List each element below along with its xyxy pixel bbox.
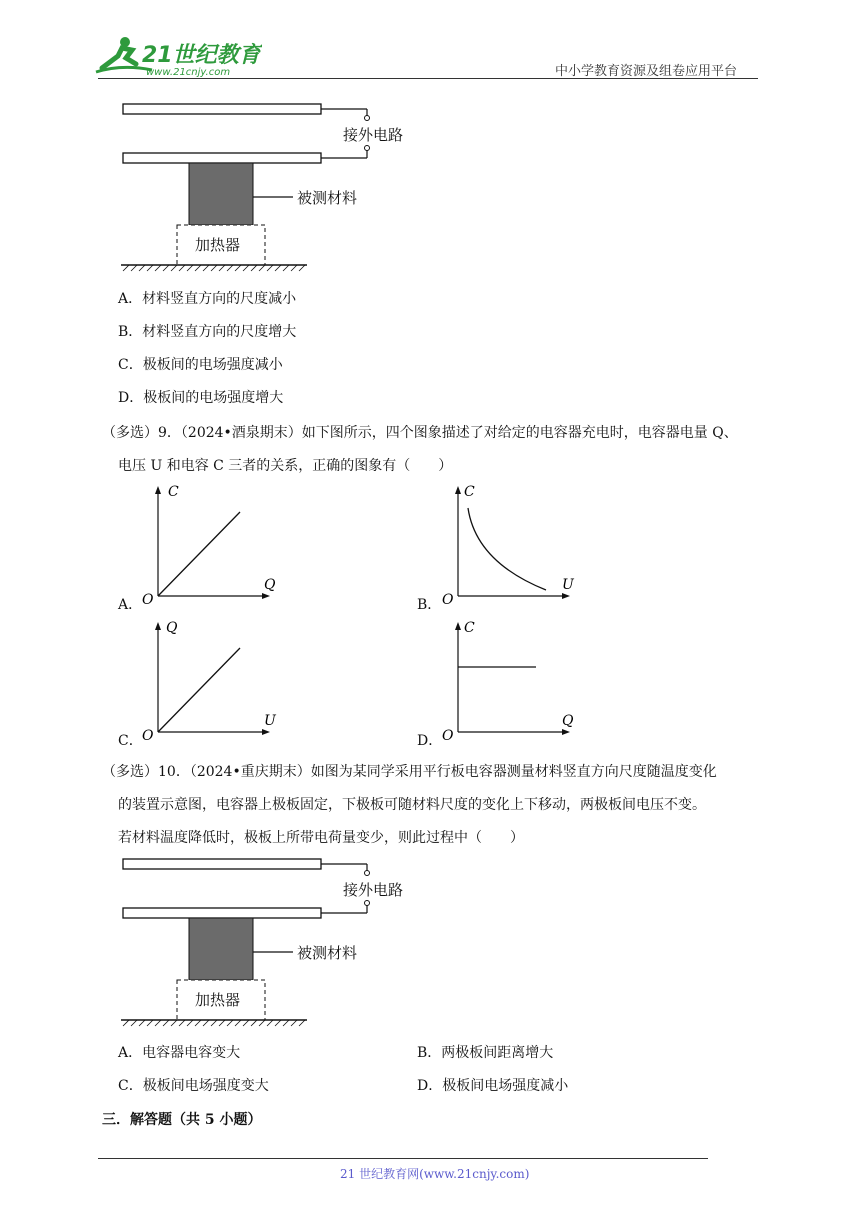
option-text: 两极板间距离增大 xyxy=(441,1045,554,1061)
option-text: 极板间的电场强度增大 xyxy=(143,390,284,406)
q10-option-a xyxy=(118,1042,240,1062)
option-text: 极板间的电场强度减小 xyxy=(142,357,283,373)
footer-text: 21 世纪教育网(www.21cnjy.com) xyxy=(340,1167,530,1181)
site-logo xyxy=(92,34,262,82)
option-text: 材料竖直方向的尺度减小 xyxy=(142,291,297,307)
graph-b-y-label: C xyxy=(464,484,475,500)
graph-a-x-label: Q xyxy=(264,577,276,593)
logo-sub: www.21cnjy.com xyxy=(146,67,231,78)
option-letter: A． xyxy=(118,291,143,307)
graph-d-y-label: C xyxy=(464,620,475,636)
q10-line-2: 的装置示意图，电容器上极板固定，下极板可随材料尺度的变化上下移动，两极板间电压不变。 xyxy=(118,797,706,813)
option-letter: A． xyxy=(118,1045,143,1061)
label-heater: 加热器 xyxy=(195,991,241,1009)
graph-a-letter: A． xyxy=(118,597,143,613)
header-divider xyxy=(98,78,758,79)
option-letter: C． xyxy=(118,1078,143,1094)
q9-line-2: 电压 U 和电容 C 三者的关系，正确的图象有（ ） xyxy=(118,458,453,474)
option-text: 材料竖直方向的尺度增大 xyxy=(142,324,297,340)
graph-c-letter: C． xyxy=(118,733,143,749)
q10-line-1: （多选）10．（2024•重庆期末）如图为某同学采用平行板电容器测量材料竖直方向尺度随温度变化 xyxy=(102,764,717,780)
q10-line-3: 若材料温度降低时，极板上所带电荷量变少，则此过程中（ ） xyxy=(118,830,524,846)
section-title: 三．解答题（共 5 小题） xyxy=(102,1112,262,1128)
option-text: 极板间电场强度变大 xyxy=(142,1078,269,1094)
graph-a-y-label: C xyxy=(168,484,179,500)
option-letter: B． xyxy=(417,1045,442,1061)
option-letter: B． xyxy=(118,324,143,340)
q8-option-a xyxy=(118,288,296,308)
option-letter: D． xyxy=(417,1078,443,1094)
graph-a-origin: O xyxy=(142,592,154,608)
graph-b-origin: O xyxy=(442,592,454,608)
q8-option-d xyxy=(118,387,283,407)
option-text: 极板间电场强度减小 xyxy=(442,1078,569,1094)
graph-b-x-label: U xyxy=(562,577,574,593)
q10-option-c xyxy=(118,1075,269,1095)
capacitor-diagram-top xyxy=(115,100,425,275)
graph-c-x-label: U xyxy=(264,713,276,729)
label-material: 被测材料 xyxy=(297,189,358,207)
graph-d xyxy=(440,614,590,744)
label-external-circuit: 接外电路 xyxy=(343,126,404,144)
label-heater: 加热器 xyxy=(195,236,241,254)
q10-option-b xyxy=(417,1042,553,1062)
footer-divider xyxy=(98,1158,708,1159)
graph-c xyxy=(140,614,290,744)
graph-a xyxy=(140,478,290,608)
q8-option-b xyxy=(118,321,296,341)
q9-line-1: （多选）9．（2024•酒泉期末）如下图所示，四个图象描述了对给定的电容器充电时，电容器电量 Q、 xyxy=(102,425,738,441)
label-material: 被测材料 xyxy=(297,944,358,962)
graph-b-letter: B． xyxy=(417,597,442,613)
graph-d-x-label: Q xyxy=(562,713,574,729)
graph-d-letter: D． xyxy=(417,733,443,749)
graph-b xyxy=(440,478,590,608)
graph-c-origin: O xyxy=(142,728,154,744)
label-external-circuit: 接外电路 xyxy=(343,881,404,899)
logo-main: 21世纪教育 xyxy=(142,43,261,68)
graph-c-y-label: Q xyxy=(166,620,178,636)
q8-option-c xyxy=(118,354,283,374)
graph-d-origin: O xyxy=(442,728,454,744)
option-letter: D． xyxy=(118,390,144,406)
capacitor-diagram-bottom xyxy=(115,855,425,1030)
option-text: 电容器电容变大 xyxy=(142,1045,241,1061)
q10-option-d xyxy=(417,1075,568,1095)
header-platform-text: 中小学教育资源及组卷应用平台 xyxy=(555,64,738,79)
option-letter: C． xyxy=(118,357,143,373)
